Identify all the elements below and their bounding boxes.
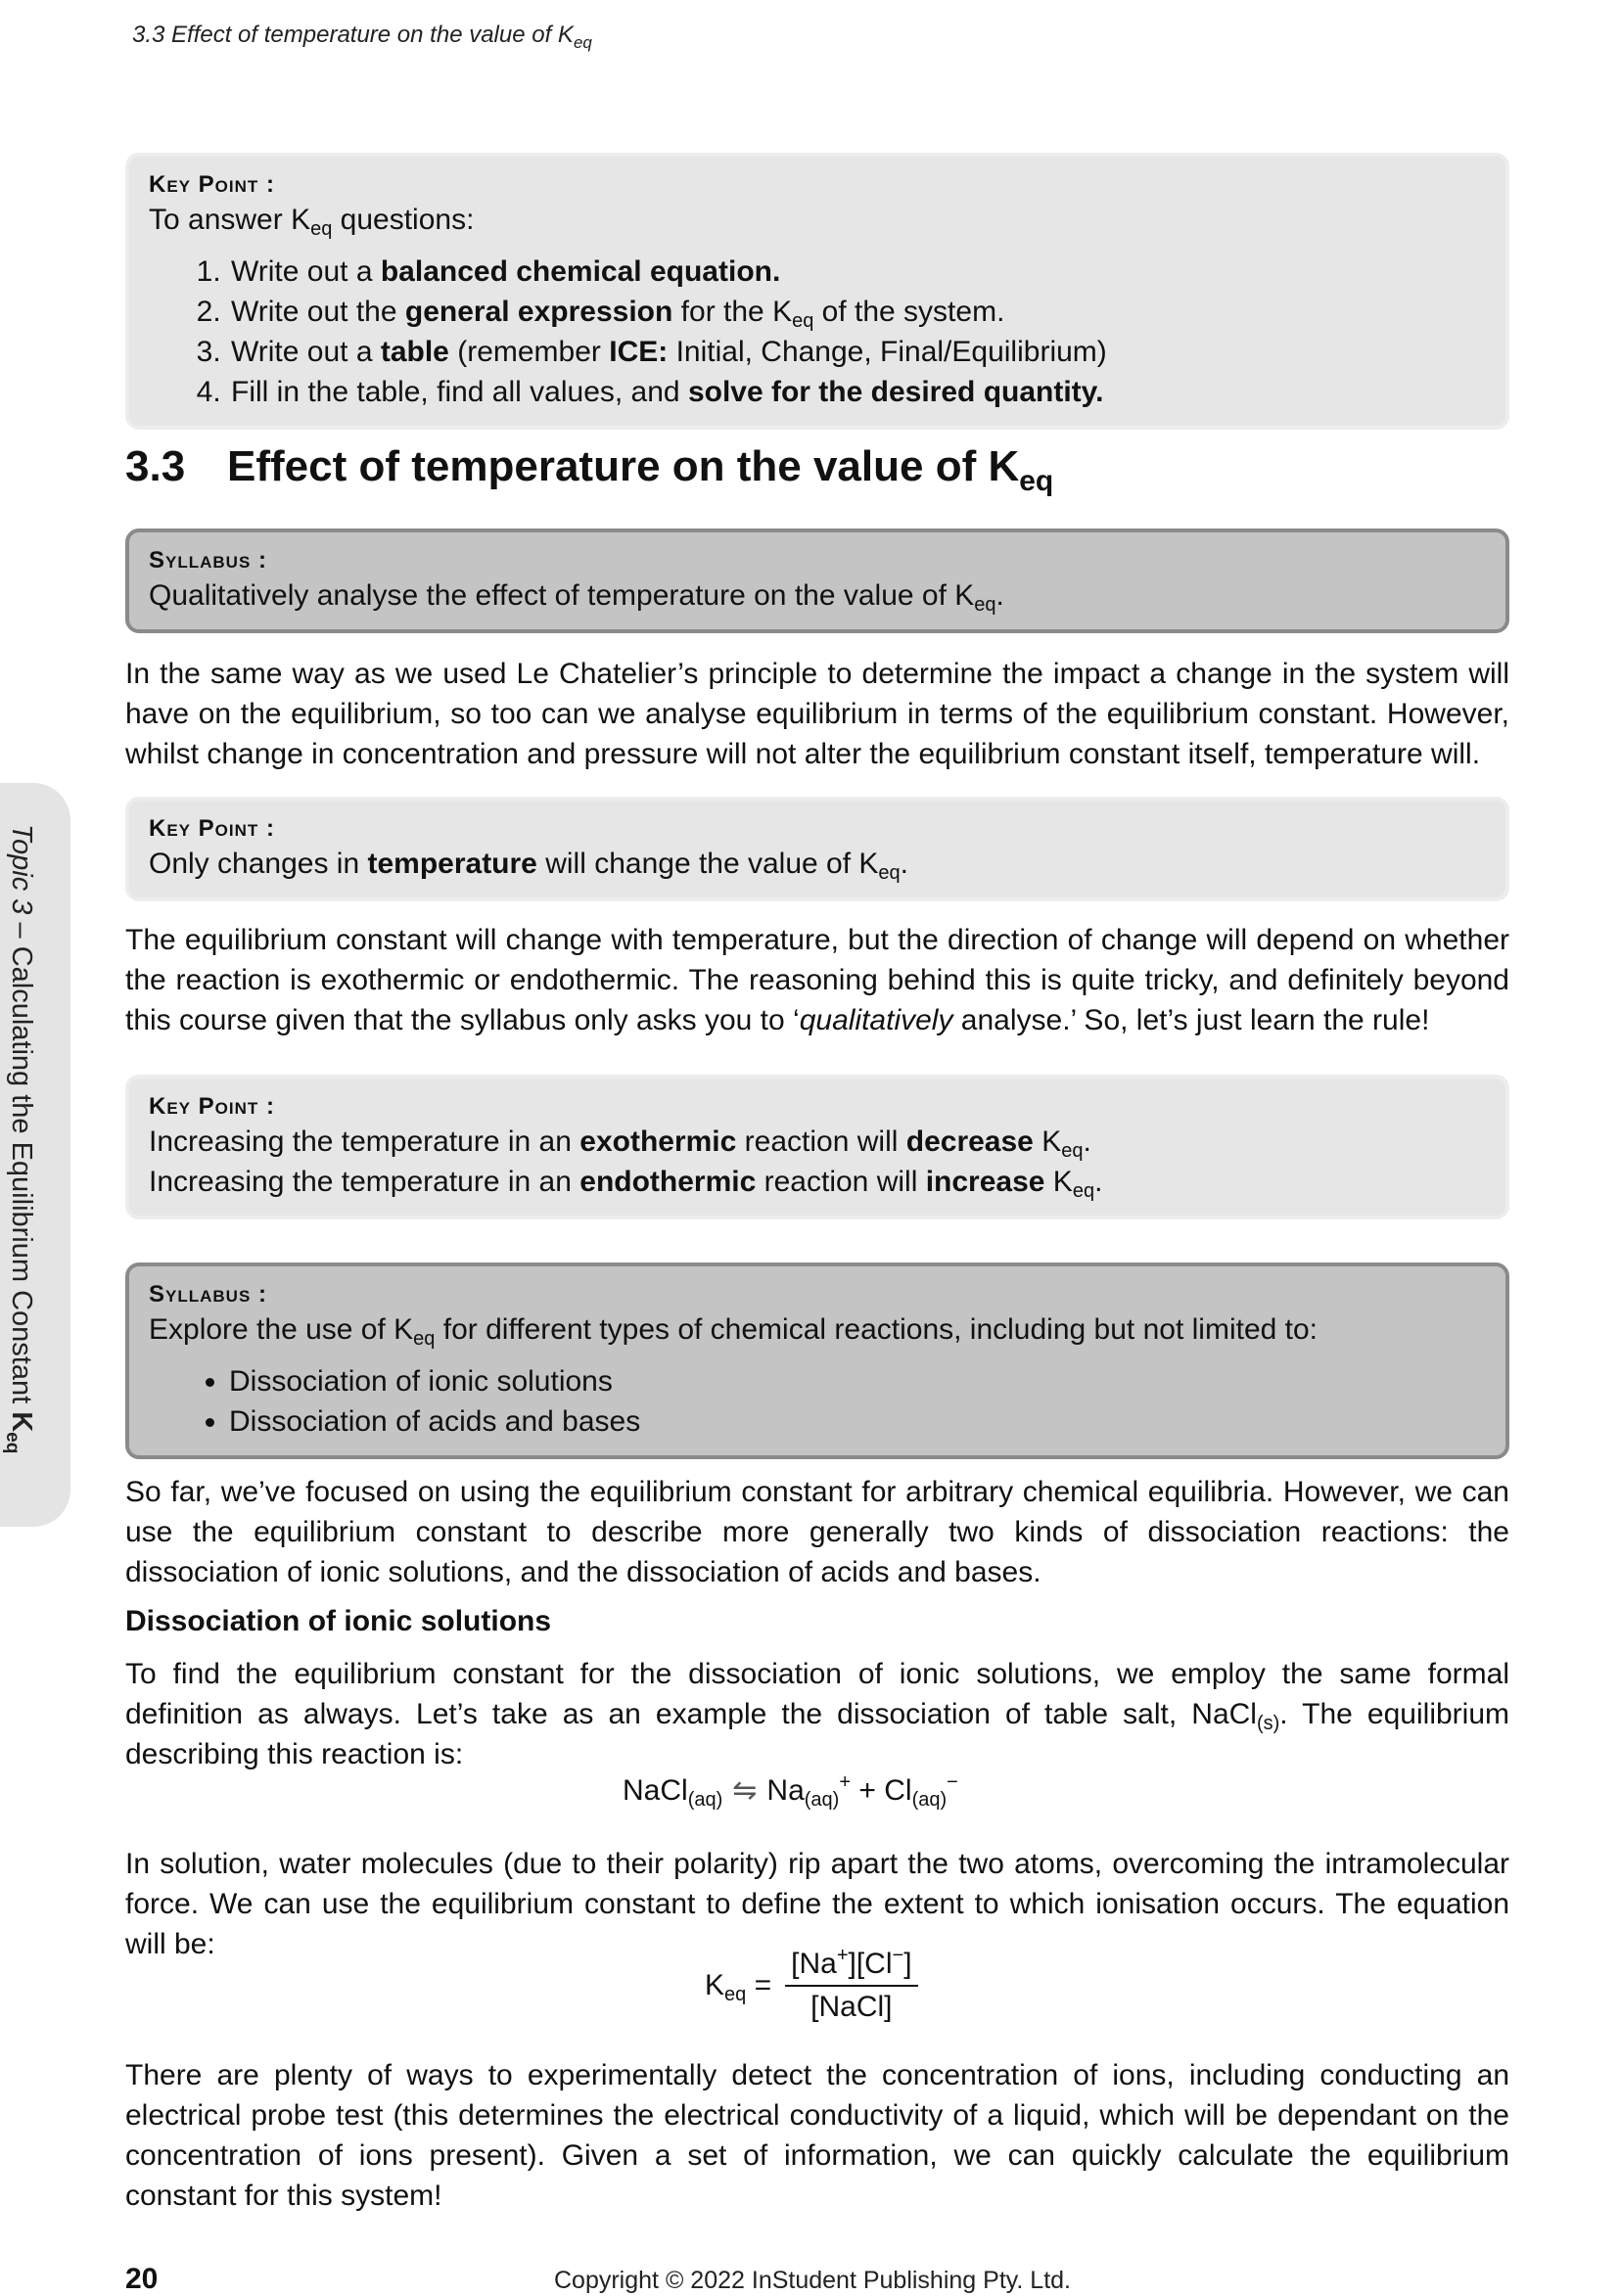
- running-header: [132, 22, 592, 52]
- copyright-notice: Copyright © 2022 InStudent Publishing Pty. Ltd.: [554, 2267, 1072, 2294]
- key-point-text: Only changes in temperature will change the value of $K_{eq}$.: [149, 848, 909, 884]
- key-point-box-exo-endo: [125, 1075, 1509, 1219]
- syllabus-bullet-list: [149, 1361, 1486, 1442]
- syllabus-box-dissociation: [125, 1263, 1509, 1459]
- ice-steps-list: [149, 252, 1486, 412]
- paragraph-ionisation: In solution, water molecules (due to their polarity) rip apart the two atoms, overcoming the intramolecular force. We can use the equilibrium constant to define the extent to which ionisation occurs. The equation will be:: [125, 1848, 1509, 1960]
- topic-k-subscript: eq: [2, 1432, 23, 1454]
- running-header-text: 3.3 Effect of temperature on the value of K: [132, 22, 574, 48]
- paragraph-table-salt: To find the equilibrium constant for the dissociation of ionic solutions, we employ the same formal definition as always. Let’s take as an example the dissociation of table salt, NaCl$_{(s)}$. The equilibrium describing this reaction is:: [125, 1658, 1509, 1770]
- side-topic-tab-label: [2, 824, 37, 1454]
- topic-title: Calculating the Equilibrium Constant: [6, 945, 37, 1412]
- syllabus-box-temperature: [125, 528, 1509, 633]
- list-item: 2. Write out the general expression for the $K_{eq}$ of the system.: [229, 292, 1486, 332]
- section-title: Effect of temperature on the value of K: [227, 442, 1020, 490]
- list-item: 3. Write out a table (remember ICE: Initial, Change, Final/Equilibrium): [229, 332, 1486, 372]
- section-number: 3.3: [125, 442, 186, 490]
- key-point-intro: To answer $K_{eq}$ questions:: [149, 204, 475, 240]
- dissociation-equation: NaCl$_{(aq)}$ ⇋ $Na_{(aq)}^+ + Cl_{(aq)}^-$: [623, 1771, 958, 1811]
- syllabus-label: Syllabus :: [149, 547, 267, 574]
- key-point-label: Key Point :: [149, 171, 275, 198]
- key-point-box-temperature: [125, 797, 1509, 901]
- page-number: 20: [125, 2263, 159, 2295]
- topic-dash: –: [6, 914, 37, 946]
- section-heading: [125, 442, 1054, 497]
- keq-expression: [705, 1945, 918, 2024]
- keq-fraction: [785, 1945, 917, 2024]
- syllabus-text: Explore the use of $K_{eq}$ for different types of chemical reactions, including but not limited to:: [149, 1313, 1318, 1350]
- key-point-line-endothermic: Increasing the temperature in an endothermic reaction will increase $K_{eq}$.: [149, 1166, 1103, 1202]
- list-item: • Dissociation of acids and bases: [229, 1401, 1486, 1442]
- keq-numerator: [Na+][Cl−]: [785, 1948, 917, 1987]
- equilibrium-arrow-icon: ⇋: [732, 1774, 758, 1807]
- paragraph-dissociation-intro: So far, we’ve focused on using the equilibrium constant for arbitrary chemical equilibria. However, we can use the equilibrium constant to describe more generally two kinds of dissociation reactions: the dissociation of ionic solutions, and the dissociation of acids and bases.: [125, 1476, 1509, 1588]
- keq-symbol: $K_{eq}$ =: [705, 1969, 772, 2005]
- keq-denominator: [NaCl]: [810, 1991, 893, 2023]
- list-item: 4. Fill in the table, find all values, and solve for the desired quantity.: [229, 372, 1486, 412]
- syllabus-label: Syllabus :: [149, 1281, 267, 1308]
- key-point-label: Key Point :: [149, 815, 275, 842]
- paragraph-le-chatelier: In the same way as we used Le Chatelier’s principle to determine the impact a change in the system will have on the equilibrium, so too can we analyse equilibrium in terms of the equilibrium constant. However, whilst change in concentration and pressure will not alter the equilibrium constant itself, temperature will.: [125, 658, 1509, 770]
- section-title-subscript: eq: [1019, 465, 1054, 497]
- paragraph-experimental-detection: There are plenty of ways to experimentally detect the concentration of ions, including conducting an electrical probe test (this determines the electrical conductivity of a liquid, which will be dependant on the concentration of ions present). Given a set of information, we can quickly calculate the equilibrium constant for this system!: [125, 2059, 1509, 2212]
- key-point-label: Key Point :: [149, 1093, 275, 1120]
- topic-number: Topic 3: [6, 824, 37, 915]
- key-point-box-ice: [125, 153, 1509, 430]
- syllabus-text: Qualitatively analyse the effect of temperature on the value of $K_{eq}$.: [149, 579, 1004, 616]
- topic-k: K: [6, 1411, 37, 1433]
- paragraph-temperature-rule: The equilibrium constant will change with temperature, but the direction of change will depend on whether the reaction is exothermic or endothermic. The reasoning behind this is quite tricky, and definitely beyond this course given that the syllabus only asks you to ‘qualitatively analyse.’ So, let’s just learn the rule!: [125, 924, 1509, 1036]
- key-point-line-exothermic: Increasing the temperature in an exothermic reaction will decrease $K_{eq}$.: [149, 1125, 1091, 1162]
- running-header-subscript: eq: [573, 33, 592, 52]
- subheading-ionic-solutions: Dissociation of ionic solutions: [125, 1605, 552, 1637]
- list-item: 1. Write out a balanced chemical equation.: [229, 252, 1486, 292]
- list-item: • Dissociation of ionic solutions: [229, 1361, 1486, 1401]
